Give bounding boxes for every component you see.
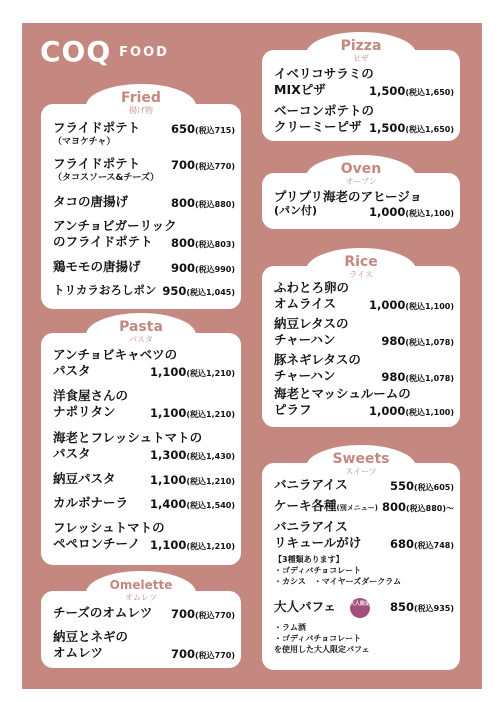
pizza-title: Pizza bbox=[340, 38, 382, 54]
menu-item: 鶏モモの唐揚げ 900(税込990) bbox=[53, 259, 235, 275]
brand-text: FOOD bbox=[119, 44, 169, 60]
pizza-section bbox=[262, 38, 460, 141]
menu-item: ケーキ各種(別メニュー) 800(税込880)～ bbox=[274, 498, 454, 514]
menu-item: アンチョビガーリック のフライドポテト 800(税込803) bbox=[53, 218, 235, 250]
menu-item: ベーコンポテトの クリーミーピザ 1,500(税込1,650) bbox=[274, 103, 454, 135]
oven-subtitle: オーブン bbox=[345, 177, 377, 186]
oven-section bbox=[262, 161, 460, 229]
menu-item: 納豆レタスの チャーハン 980(税込1,078) bbox=[274, 316, 454, 348]
menu-item: アンチョビキャベツの パスタ 1,100(税込1,210) bbox=[53, 347, 235, 379]
menu-item: バニラアイス 550(税込605) bbox=[274, 477, 454, 493]
pizza-subtitle: ピザ bbox=[353, 54, 369, 63]
adult-only-badge: 大人限定 bbox=[350, 598, 370, 618]
rice-section bbox=[262, 254, 460, 427]
menu-item: フレッシュトマトの ペペロンチーノ 1,100(税込1,210) bbox=[53, 520, 235, 552]
menu-item: 豚ネギレタスの チャーハン 980(税込1,078) bbox=[274, 352, 454, 384]
menu-item: 納豆とネギの オムレツ 700(税込770) bbox=[53, 629, 235, 661]
menu-item: チーズのオムレツ 700(税込770) bbox=[53, 605, 235, 621]
menu-item: 納豆パスタ 1,100(税込1,210) bbox=[53, 471, 235, 487]
menu-item: 海老とフレッシュトマトの パスタ 1,300(税込1,430) bbox=[53, 430, 235, 462]
sweets-section bbox=[262, 451, 460, 670]
pasta-section bbox=[41, 319, 241, 565]
omelette-title: Omelette bbox=[109, 578, 173, 592]
fried-subtitle: 揚げ物 bbox=[129, 106, 153, 115]
menu-item: カルボナーラ 1,400(税込1,540) bbox=[53, 495, 235, 511]
rice-title: Rice bbox=[344, 254, 378, 270]
parfait-notes: ・ラム酒 ・ゴディバチョコレート を使用した大人限定パフェ bbox=[274, 623, 370, 654]
menu-item: ふわとろ卵の オムライス 1,000(税込1,100) bbox=[274, 280, 454, 312]
menu-item: フライドポテト （マヨケチャ） 650(税込715) bbox=[53, 120, 235, 147]
pasta-subtitle: パスタ bbox=[129, 335, 153, 344]
logo bbox=[40, 37, 169, 67]
fried-title: Fried bbox=[121, 90, 161, 106]
menu-item: フライドポテト （タコスソース&チーズ） 700(税込770) bbox=[53, 156, 235, 183]
menu-item: 洋食屋さんの ナポリタン 1,100(税込1,210) bbox=[53, 388, 235, 420]
menu-item: 海老とマッシュルームの ピラフ 1,000(税込1,100) bbox=[274, 386, 454, 418]
coq-logo-mark: COQ bbox=[40, 35, 112, 68]
menu-item: バニラアイス リキュールがけ 680(税込748) bbox=[274, 519, 454, 551]
omelette-section bbox=[41, 578, 241, 668]
menu-item: プリプリ海老のアヒージョ (パン付) 1,000(税込1,100) bbox=[274, 189, 454, 219]
menu-item: イベリコサラミの MIXピザ 1,500(税込1,650) bbox=[274, 66, 454, 98]
rice-subtitle: ライス bbox=[349, 270, 373, 279]
menu-item: トリカラおろしポン 950(税込1,045) bbox=[53, 283, 235, 298]
sweets-subtitle: スイーツ bbox=[345, 467, 377, 476]
omelette-subtitle: オムレツ bbox=[125, 593, 157, 602]
oven-title: Oven bbox=[340, 161, 382, 177]
liqueur-notes: 【3種類あります】 ・ゴディバチョコレート ・カシス ・マイヤーズダークラム bbox=[274, 555, 402, 586]
sweets-title: Sweets bbox=[332, 451, 390, 467]
fried-section bbox=[41, 90, 241, 309]
pasta-title: Pasta bbox=[119, 319, 163, 335]
menu-item: 大人パフェ 大人限定 850(税込935) bbox=[274, 596, 454, 618]
menu-item: タコの唐揚げ 800(税込880) bbox=[53, 194, 235, 210]
